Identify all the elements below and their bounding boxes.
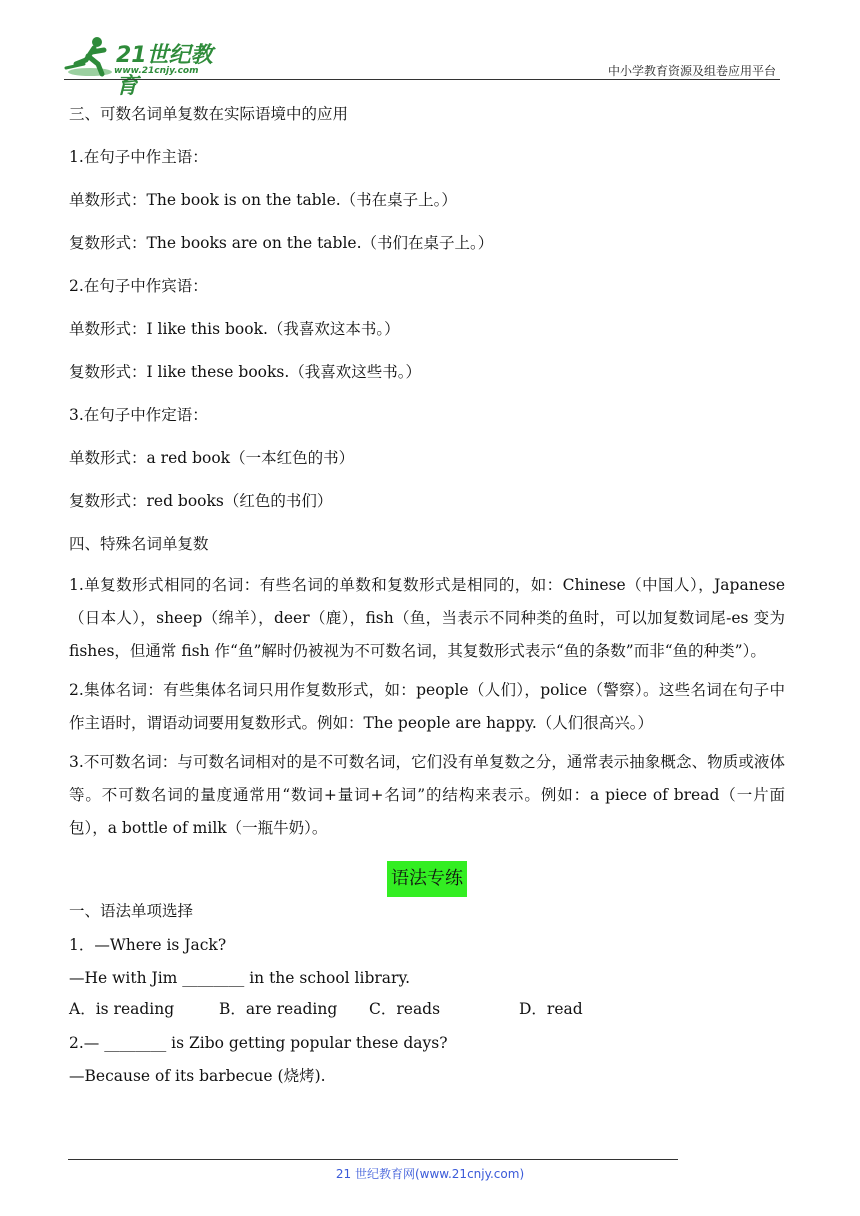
badge-wrapper — [69, 861, 785, 897]
document-body — [69, 104, 785, 1086]
attributive-heading: 3.在句子中作定语： — [69, 406, 208, 424]
exercise-heading: 一、语法单项选择 — [69, 902, 194, 920]
header-divider — [64, 79, 780, 80]
section-heading-3: 三、可数名词单复数在实际语境中的应用 — [69, 105, 349, 123]
logo-url: www.21cnjy.com — [114, 66, 199, 76]
subject-heading: 1.在句子中作主语： — [69, 148, 208, 166]
runner-logo-icon — [64, 34, 114, 78]
plural-subject: 复数形式：The books are on the table.（书们在桌子上。） — [69, 234, 494, 252]
question-1-line-2: —He with Jim ________ in the school library. — [69, 969, 411, 987]
choice-b: B．are reading — [219, 1000, 338, 1018]
question-2-line-2: —Because of its barbecue (烧烤). — [69, 1067, 326, 1085]
choice-c: C．reads — [369, 1000, 441, 1018]
choice-d: D．read — [519, 1000, 583, 1018]
choice-a: A．is reading — [69, 1000, 175, 1018]
paragraph-same-form: 1.单复数形式相同的名词：有些名词的单数和复数形式是相同的，如：Chinese（中国人），Japanese（日本人），sheep（绵羊），deer（鹿），fish（鱼，当表示不同种类的鱼时，可以加复数词尾-es 变为 fishes，但通常 fish 作“鱼”解时仍被视为不可数名词，其复数形式表示“鱼的条数”而非“鱼的种类”）。 — [69, 576, 785, 660]
question-1-line-1: 1．—Where is Jack? — [69, 936, 227, 954]
footer-divider — [68, 1159, 678, 1160]
singular-object: 单数形式：I like this book.（我喜欢这本书。） — [69, 320, 400, 338]
section-badge: 语法专练 — [387, 861, 467, 897]
question-1-choices — [69, 999, 785, 1019]
section-heading-4: 四、特殊名词单复数 — [69, 535, 209, 553]
paragraph-collective: 2.集体名词：有些集体名词只用作复数形式，如：people（人们），police（警察）。这些名词在句子中作主语时，谓语动词要用复数形式。例如：The people are happy.（人们很高兴。） — [69, 681, 785, 732]
plural-attributive: 复数形式：red books（红色的书们） — [69, 492, 333, 510]
singular-attributive: 单数形式：a red book（一本红色的书） — [69, 449, 355, 467]
plural-object: 复数形式：I like these books.（我喜欢这些书。） — [69, 363, 422, 381]
site-logo — [64, 34, 234, 99]
paragraph-uncountable: 3.不可数名词：与可数名词相对的是不可数名词，它们没有单复数之分，通常表示抽象概念、物质或液体等。不可数名词的量度通常用“数词+量词+名词”的结构来表示。例如：a piece of bread（一片面包），a bottle of milk（一瓶牛奶）。 — [69, 753, 785, 837]
object-heading: 2.在句子中作宾语： — [69, 277, 208, 295]
singular-subject: 单数形式：The book is on the table.（书在桌子上。） — [69, 191, 457, 209]
page-footer: 21 世纪教育网(www.21cnjy.com) — [335, 1167, 525, 1181]
question-2-line-1: 2.— ________ is Zibo getting popular these days? — [69, 1034, 448, 1052]
logo-text: 21世纪教育 — [116, 43, 213, 99]
platform-name: 中小学教育资源及组卷应用平台 — [607, 64, 776, 78]
page-header — [0, 0, 860, 99]
